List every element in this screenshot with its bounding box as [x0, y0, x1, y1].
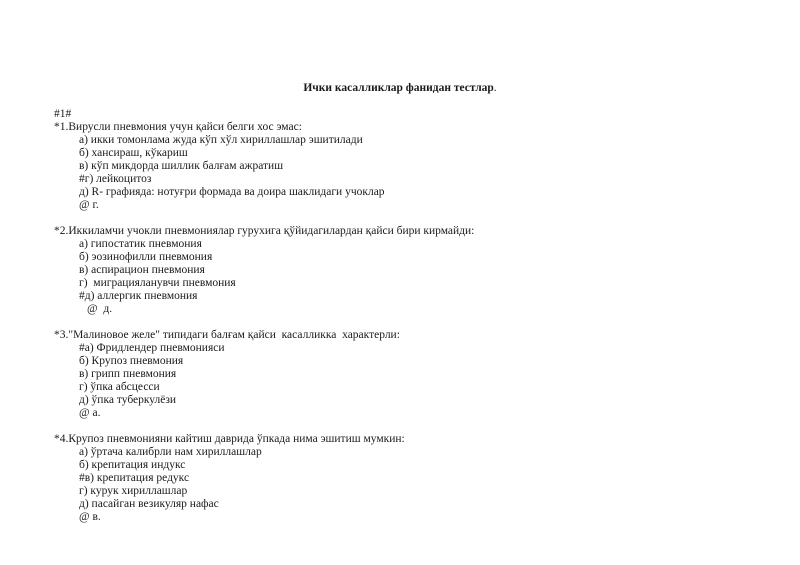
question-text: *1.Вирусли пневмония учун қайси белги хос эмас:: [54, 121, 302, 133]
answer-option: г) курук хириллашлар: [79, 485, 188, 497]
answer-option: д) пасайган везикуляр нафас: [79, 498, 219, 510]
answer-option: в) грипп пневмония: [79, 368, 177, 380]
question-marker: #1#: [54, 108, 72, 120]
answer-option: а) гипостатик пневмония: [79, 238, 202, 250]
question-text: *4.Крупоз пневмонияни кайтиш даврида ўпкада нима эшитиш мумкин:: [54, 433, 405, 445]
answer-option: #г) лейкоцитоз: [79, 173, 152, 185]
answer-option: а) икки томонлама жуда кўп хўл хириллашлар эшитилади: [79, 134, 363, 146]
correct-answer: @ д.: [87, 303, 113, 315]
answer-option: в) кўп микдорда шиллик балғам ажратиш: [79, 160, 284, 172]
document-title: [0, 81, 800, 95]
answer-option: б) Крупоз пневмония: [79, 355, 184, 367]
question-text: *3."Малиновое желе" типидаги балғам қайси касалликка характерли:: [54, 329, 400, 341]
correct-answer: @ г.: [79, 199, 99, 211]
answer-option: г) миграцияланувчи пневмония: [79, 277, 236, 289]
correct-answer: @ а.: [79, 407, 101, 419]
spacer: [54, 420, 474, 433]
spacer: [54, 212, 474, 225]
answer-option: #в) крепитация редукс: [79, 472, 190, 484]
answer-option: а) ўртача калибрли нам хириллашлар: [79, 446, 262, 458]
answer-option: б) эозинофилли пневмония: [79, 251, 213, 263]
title-text: Ички касалликлар фанидан тестлар: [303, 82, 494, 94]
answer-option: д) R- графияда: нотуғри формада ва доира шаклидаги учоклар: [79, 186, 385, 198]
answer-option: д) ўпка туберкулёзи: [79, 394, 177, 406]
title-period: .: [493, 82, 497, 94]
spacer: [54, 316, 474, 329]
answer-option: #а) Фридлендер пневмонияси: [79, 342, 225, 354]
answer-option: #д) аллергик пневмония: [79, 290, 198, 302]
correct-answer: @ в.: [79, 511, 101, 523]
test-content: [54, 108, 474, 524]
answer-option: б) крепитация индукс: [79, 459, 186, 471]
answer-option: г) ўпка абсцесси: [79, 381, 160, 393]
question-text: *2.Иккиламчи учокли пневмониялар гурухига қўйидагилардан қайси бири кирмайди:: [54, 225, 475, 237]
answer-option: в) аспирацион пневмония: [79, 264, 205, 276]
answer-option: б) хансираш, кўкариш: [79, 147, 188, 159]
